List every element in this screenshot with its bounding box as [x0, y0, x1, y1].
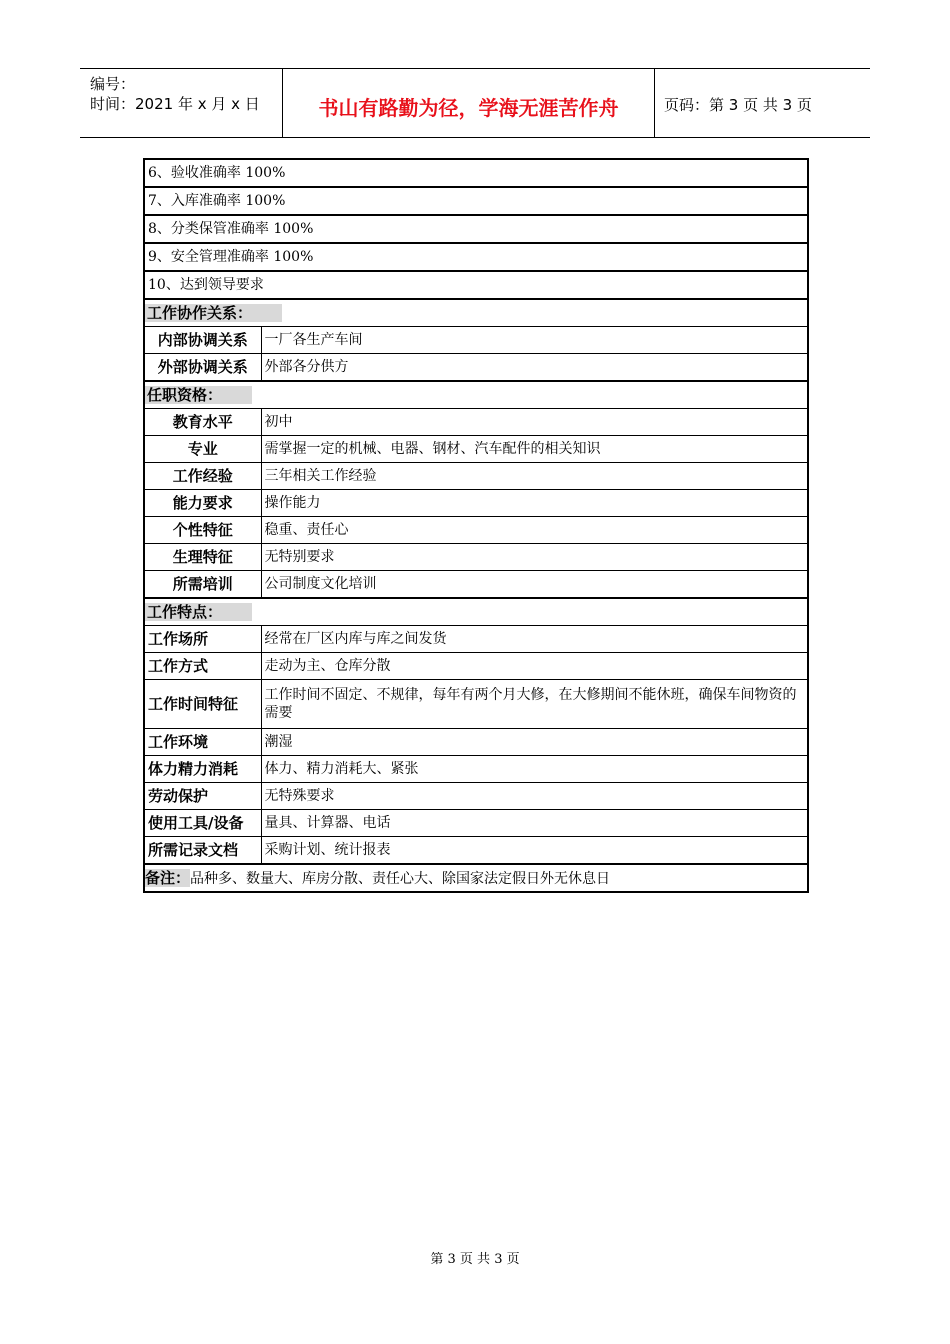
- table-row: [144, 490, 808, 517]
- section-title: 任职资格：: [145, 386, 252, 404]
- section-qualifications: [144, 381, 808, 409]
- note-label: 备注：: [145, 868, 191, 887]
- page-footer: 第 3 页 共 3 页: [430, 1252, 520, 1267]
- row-value: 走动为主、仓库分散: [261, 653, 808, 680]
- row-label: 内部协调关系: [144, 327, 261, 354]
- row-value: 工作时间不固定、不规律，每年有两个月大修，在大修期间不能休班，确保车间物资的需要: [261, 680, 808, 729]
- section-header-row: [144, 381, 808, 409]
- note-row: [144, 864, 808, 892]
- row-value: 采购计划、统计报表: [261, 837, 808, 865]
- section-features: [144, 598, 808, 626]
- row-label: 工作场所: [144, 626, 261, 653]
- row-label: 工作时间特征: [144, 680, 261, 729]
- table-row: [144, 653, 808, 680]
- row-value: 三年相关工作经验: [261, 463, 808, 490]
- row-label: 生理特征: [144, 544, 261, 571]
- table-row: [144, 680, 808, 729]
- row-label: 能力要求: [144, 490, 261, 517]
- row-value: 经常在厂区内库与库之间发货: [261, 626, 808, 653]
- row-value: 潮湿: [261, 729, 808, 756]
- table-row: [144, 626, 808, 653]
- criteria-row: [144, 243, 808, 271]
- criteria-item: 9、安全管理准确率 100%: [144, 243, 808, 271]
- criteria-row: [144, 215, 808, 243]
- table-row: [144, 783, 808, 810]
- section-title: 工作特点：: [145, 603, 252, 621]
- row-value: 稳重、责任心: [261, 517, 808, 544]
- row-value: 无特殊要求: [261, 783, 808, 810]
- section-cooperation: [144, 299, 808, 327]
- table-row: [144, 354, 808, 382]
- job-description-table: [143, 158, 809, 893]
- row-value: 外部各分供方: [261, 354, 808, 382]
- row-label: 教育水平: [144, 409, 261, 436]
- note-text: 品种多、数量大、库房分散、责任心大、除国家法定假日外无休息日: [190, 870, 611, 887]
- section-header-row: [144, 598, 808, 626]
- table-row: [144, 544, 808, 571]
- row-label: 劳动保护: [144, 783, 261, 810]
- table-row: [144, 327, 808, 354]
- table-row: [144, 436, 808, 463]
- header-page-number: 页码：第 3 页 共 3 页: [664, 96, 812, 114]
- row-value: 量具、计算器、电话: [261, 810, 808, 837]
- table-row: [144, 409, 808, 436]
- criteria-row: [144, 187, 808, 215]
- row-label: 体力精力消耗: [144, 756, 261, 783]
- row-label: 专业: [144, 436, 261, 463]
- row-value: 一厂各生产车间: [261, 327, 808, 354]
- document-header: [80, 68, 870, 138]
- document-code-label: 编号：: [90, 75, 136, 93]
- row-label: 工作经验: [144, 463, 261, 490]
- row-label: 所需记录文档: [144, 837, 261, 865]
- note-cell: [144, 864, 808, 892]
- criteria-row: [144, 159, 808, 187]
- row-value: 体力、精力消耗大、紧张: [261, 756, 808, 783]
- section-header-row: [144, 299, 808, 327]
- document-date: 时间：2021 年 x 月 x 日: [90, 95, 260, 113]
- criteria-item: 8、分类保管准确率 100%: [144, 215, 808, 243]
- header-motto-cell: [283, 69, 655, 137]
- row-label: 工作方式: [144, 653, 261, 680]
- table-row: [144, 463, 808, 490]
- header-page-cell: [655, 69, 870, 137]
- row-label: 使用工具/设备: [144, 810, 261, 837]
- table-row: [144, 571, 808, 599]
- row-label: 工作环境: [144, 729, 261, 756]
- criteria-row: [144, 271, 808, 299]
- criteria-item: 7、入库准确率 100%: [144, 187, 808, 215]
- row-value: 初中: [261, 409, 808, 436]
- row-value: 公司制度文化培训: [261, 571, 808, 599]
- criteria-item: 10、达到领导要求: [144, 271, 808, 299]
- table-row: [144, 756, 808, 783]
- table-row: [144, 729, 808, 756]
- header-meta-cell: [80, 69, 283, 137]
- header-motto: 书山有路勤为径，学海无涯苦作舟: [318, 96, 619, 120]
- section-title: 工作协作关系：: [145, 304, 282, 322]
- table-row: [144, 517, 808, 544]
- table-row: [144, 837, 808, 865]
- criteria-item: 6、验收准确率 100%: [144, 159, 808, 187]
- row-value: 操作能力: [261, 490, 808, 517]
- table-row: [144, 810, 808, 837]
- row-label: 所需培训: [144, 571, 261, 599]
- row-label: 外部协调关系: [144, 354, 261, 382]
- row-value: 无特别要求: [261, 544, 808, 571]
- row-label: 个性特征: [144, 517, 261, 544]
- row-value: 需掌握一定的机械、电器、钢材、汽车配件的相关知识: [261, 436, 808, 463]
